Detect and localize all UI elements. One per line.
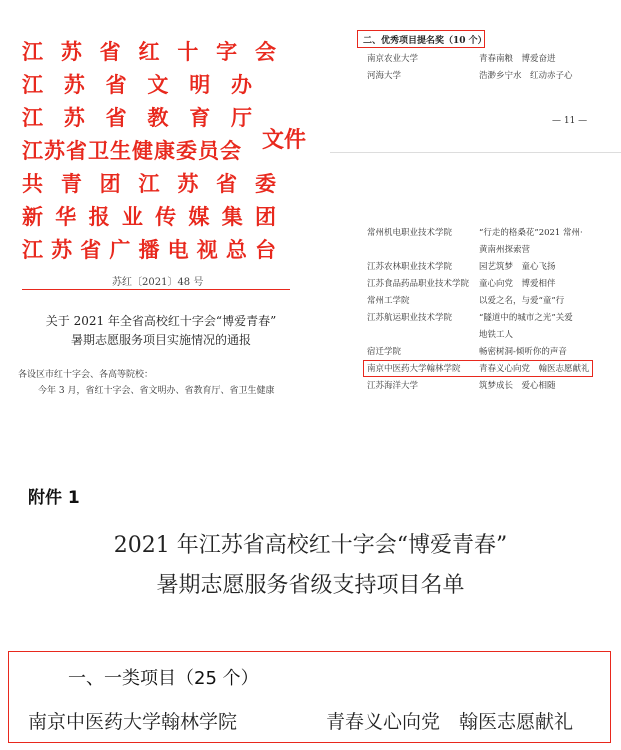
issuer-char: 传 xyxy=(155,205,177,229)
issuer-char: 广 xyxy=(109,238,131,262)
issuer-char: 共 xyxy=(22,172,43,196)
issuer-youth-league xyxy=(22,168,276,201)
notice-title-line2: 暑期志愿服务项目实施情况的通报 xyxy=(70,333,251,347)
issuer-char: 视 xyxy=(196,238,218,262)
school-name: 江苏航运职业技术学院 xyxy=(367,313,453,323)
list-item xyxy=(367,294,607,311)
issuer-char: 省 xyxy=(99,40,121,64)
issuer-char: 育 xyxy=(189,106,211,130)
project-name: 筑梦成长 爱心相随 xyxy=(479,381,556,391)
doc-number: 苏红〔2021〕48 号 xyxy=(112,277,204,288)
award-list-top xyxy=(367,52,607,86)
issuer-char: 江 xyxy=(22,73,43,97)
project-name-cont: 黄南州探索营 xyxy=(479,245,531,255)
list-item xyxy=(367,69,607,86)
list-item xyxy=(367,277,607,294)
issuer-char: 报 xyxy=(88,205,110,229)
school-name: 江苏农林职业技术学院 xyxy=(367,262,453,272)
issuer-char: 江 xyxy=(22,238,43,262)
project-name: 童心向党 博爱相伴 xyxy=(479,279,556,289)
project-name: “行走的格桑花”2021 常州· xyxy=(479,228,583,238)
addressee: 各设区市红十字会、各高等院校： xyxy=(18,370,154,380)
school-name: 南京中医药大学翰林学院 xyxy=(28,711,238,733)
issuer-broadcast-tv xyxy=(22,234,276,267)
project-name-cont: 地铁工人 xyxy=(479,330,514,340)
list-item xyxy=(367,311,607,345)
issuer-char: 业 xyxy=(121,205,143,229)
issuer-char: 江 xyxy=(22,106,43,130)
school-name: 宿迁学院 xyxy=(367,347,402,357)
project-name: 浩渺乡宁水 红动赤子心 xyxy=(479,71,573,81)
issuer-xinhua-media xyxy=(22,201,276,234)
issuer-char: 播 xyxy=(138,238,160,262)
issuer-char: 省 xyxy=(80,238,102,262)
category-title: 一、一类项目（25 个） xyxy=(68,668,259,689)
issuer-char: 苏 xyxy=(60,40,82,64)
row-highlight-box xyxy=(363,360,593,377)
issuer-char: 明 xyxy=(189,73,211,97)
issuer-char: 十 xyxy=(177,40,199,64)
issuer-red-cross xyxy=(22,36,276,69)
issuer-char: 江 xyxy=(22,40,43,64)
issuer-civilization-office xyxy=(22,69,252,102)
school-name: 江苏海洋大学 xyxy=(367,381,419,391)
annex-title-line1: 2021 年江苏省高校红十字会“博爱青春” xyxy=(113,533,508,558)
school-name: 常州机电职业技术学院 xyxy=(367,228,453,238)
project-name: 青春南粮 博爱奋进 xyxy=(479,54,556,64)
project-name: 畅密树洞-倾听你的声音 xyxy=(479,347,567,357)
school-name: 江苏食品药品职业技术学院 xyxy=(367,279,470,289)
issuer-char: 红 xyxy=(138,40,160,64)
notice-title xyxy=(26,312,296,350)
issuer-char: 新 xyxy=(22,205,43,229)
issuer-char: 省 xyxy=(216,172,238,196)
school-name: 南京中医药大学翰林学院 xyxy=(367,364,461,374)
project-name: “隧道中的城市之光”关爱 xyxy=(479,313,573,323)
issuer-char: 华 xyxy=(55,205,77,229)
issuer-char: 教 xyxy=(147,106,169,130)
notice-title-line1: 关于 2021 年全省高校红十字会“博爱青春” xyxy=(45,314,277,328)
issuer-char: 苏 xyxy=(177,172,199,196)
issuer-char: 厅 xyxy=(230,106,252,130)
list-item xyxy=(367,226,607,260)
issuer-char: 团 xyxy=(254,205,276,229)
issuer-char: 办 xyxy=(230,73,252,97)
list-item xyxy=(367,379,607,396)
issuer-char: 苏 xyxy=(63,106,85,130)
opening-paragraph: 今年 3 月，省红十字会、省文明办、省教育厅、省卫生健康 xyxy=(38,386,275,396)
annex-title-line2: 暑期志愿服务省级支持项目名单 xyxy=(156,573,465,598)
issuer-health-commission: 江苏省卫生健康委员会 xyxy=(22,139,242,163)
issuer-char: 省 xyxy=(105,106,127,130)
page-number: — 11 — xyxy=(552,116,588,126)
issuer-char: 苏 xyxy=(51,238,73,262)
project-name: 以爱之名，与爱“童”行 xyxy=(479,296,565,306)
red-divider xyxy=(22,289,290,290)
issuer-char: 团 xyxy=(99,172,121,196)
issuer-char: 苏 xyxy=(63,73,85,97)
page-break xyxy=(330,152,621,153)
annex-label: 附件 1 xyxy=(28,488,80,508)
issuer-char: 文 xyxy=(147,73,169,97)
issuer-char: 台 xyxy=(255,238,276,262)
issuer-char: 委 xyxy=(254,172,276,196)
school-name: 南京农业大学 xyxy=(367,54,419,64)
issuer-char: 总 xyxy=(225,238,247,262)
list-item xyxy=(367,52,607,69)
project-name: 青春义心向党 翰医志愿献礼 xyxy=(479,364,590,374)
project-name: 园艺筑梦 童心飞扬 xyxy=(479,262,556,272)
project-name: 青春义心向党 翰医志愿献礼 xyxy=(326,711,574,733)
issuer-char: 青 xyxy=(60,172,82,196)
issuer-education-dept xyxy=(22,102,252,135)
doc-suffix: 文件 xyxy=(262,128,307,153)
issuer-char: 集 xyxy=(221,205,243,229)
issuer-char: 电 xyxy=(167,238,189,262)
issuer-char: 省 xyxy=(105,73,127,97)
issuer-char: 江 xyxy=(138,172,160,196)
issuer-char: 会 xyxy=(254,40,276,64)
issuer-char: 媒 xyxy=(188,205,210,229)
list-item xyxy=(367,260,607,277)
school-name: 河海大学 xyxy=(367,71,402,81)
school-name: 常州工学院 xyxy=(367,296,410,306)
section-title: 二、优秀项目提名奖（10 个） xyxy=(363,36,487,46)
issuer-char: 字 xyxy=(216,40,238,64)
